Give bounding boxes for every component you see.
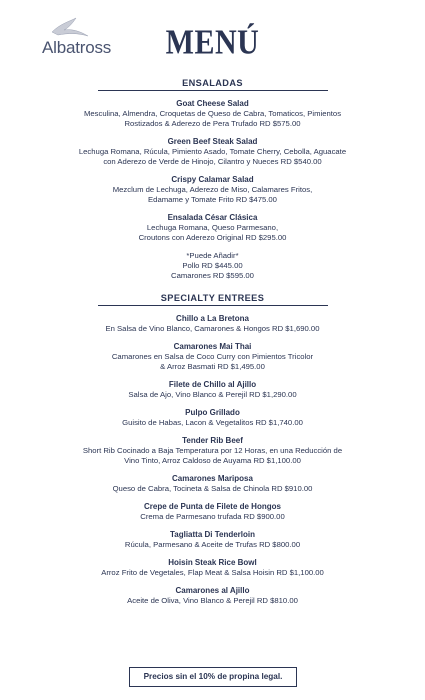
section-heading-ensaladas: ENSALADAS (98, 78, 328, 91)
item-description: Lechuga Romana, Rúcula, Pimiento Asado, Tomate Cherry, Cebolla, Aguacate con Aderezo de Verde de Hinojo, Cilantro y Nueces RD $540.00 (78, 147, 347, 166)
item-name: Crispy Calamar Salad (171, 175, 254, 184)
item-name: Camarones Mariposa (172, 474, 253, 483)
item-description: En Salsa de Vino Blanco, Camarones & Hongos RD $1,690.00 (105, 324, 320, 333)
menu-item (0, 586, 425, 606)
item-description: Rúcula, Parmesano & Aceite de Trufas RD $800.00 (124, 540, 301, 549)
menu-item (0, 558, 425, 578)
item-description: Lechuga Romana, Queso Parmesano, Croutons con Aderezo Original RD $295.00 (138, 223, 287, 242)
specialty-list (0, 314, 425, 606)
item-name: Camarones Mai Thai (173, 342, 252, 351)
item-name: Goat Cheese Salad (176, 99, 249, 108)
header (0, 0, 425, 70)
menu-item (0, 99, 425, 129)
item-description: Mezclum de Lechuga, Aderezo de Miso, Calamares Fritos, Edamame y Tomate Frito RD $475.00 (112, 185, 313, 204)
item-name: Green Beef Steak Salad (167, 137, 258, 146)
item-description: Crema de Parmesano trufada RD $900.00 (140, 512, 285, 521)
menu-item (0, 380, 425, 400)
add-ons: *Puede Añadir* Pollo RD $445.00 Camarones RD $595.00 (171, 251, 254, 280)
page-title: MENÚ (165, 23, 260, 62)
logo-text: Albatross (42, 38, 112, 57)
menu-item (0, 213, 425, 243)
item-description: Camarones en Salsa de Coco Curry con Pimientos Tricolor & Arroz Basmati RD $1,495.00 (111, 352, 314, 371)
menu-item (0, 137, 425, 167)
menu-item (0, 175, 425, 205)
item-name: Filete de Chillo al Ajillo (168, 380, 257, 389)
menu-item (0, 314, 425, 334)
item-description: Salsa de Ajo, Vino Blanco & Perejil RD $1,290.00 (128, 390, 297, 399)
item-name: Hoisin Steak Rice Bowl (168, 558, 257, 567)
item-name: Pulpo Grillado (185, 408, 240, 417)
item-name: Tender Rib Beef (182, 436, 243, 445)
item-name: Ensalada César Clásica (167, 213, 258, 222)
section-heading-specialty: SPECIALTY ENTREES (98, 293, 328, 306)
item-name: Crepe de Punta de Filete de Hongos (144, 502, 281, 511)
item-name: Chillo a La Bretona (176, 314, 249, 323)
menu-item (0, 408, 425, 428)
menu-item (0, 530, 425, 550)
item-name: Camarones al Ajillo (175, 586, 250, 595)
item-description: Arroz Frito de Vegetales, Flap Meat & Salsa Hoisin RD $1,100.00 (101, 568, 324, 577)
menu-item (0, 502, 425, 522)
item-description: Guisito de Habas, Lacon & Vegetalitos RD $1,740.00 (122, 418, 303, 427)
menu-item (0, 474, 425, 494)
menu-item (0, 342, 425, 372)
item-description: Short Rib Cocinado a Baja Temperatura por 12 Horas, en una Reducción de Vino Tinto, Arroz Caldoso de Auyama RD $1,100.00 (82, 446, 343, 465)
menu-item (0, 436, 425, 466)
item-name: Tagliatta Di Tenderloin (169, 530, 256, 539)
item-description: Aceite de Oliva, Vino Blanco & Perejil RD $810.00 (127, 596, 298, 605)
tip-notice: Precios sin el 10% de propina legal. (129, 667, 297, 687)
item-description: Queso de Cabra, Tocineta & Salsa de Chinola RD $910.00 (112, 484, 313, 493)
ensaladas-list (0, 99, 425, 281)
item-description: Mesculina, Almendra, Croquetas de Queso de Cabra, Tomaticos, Pimientos Rostizados & Aderezo de Pera Trufado RD $575.00 (83, 109, 342, 128)
